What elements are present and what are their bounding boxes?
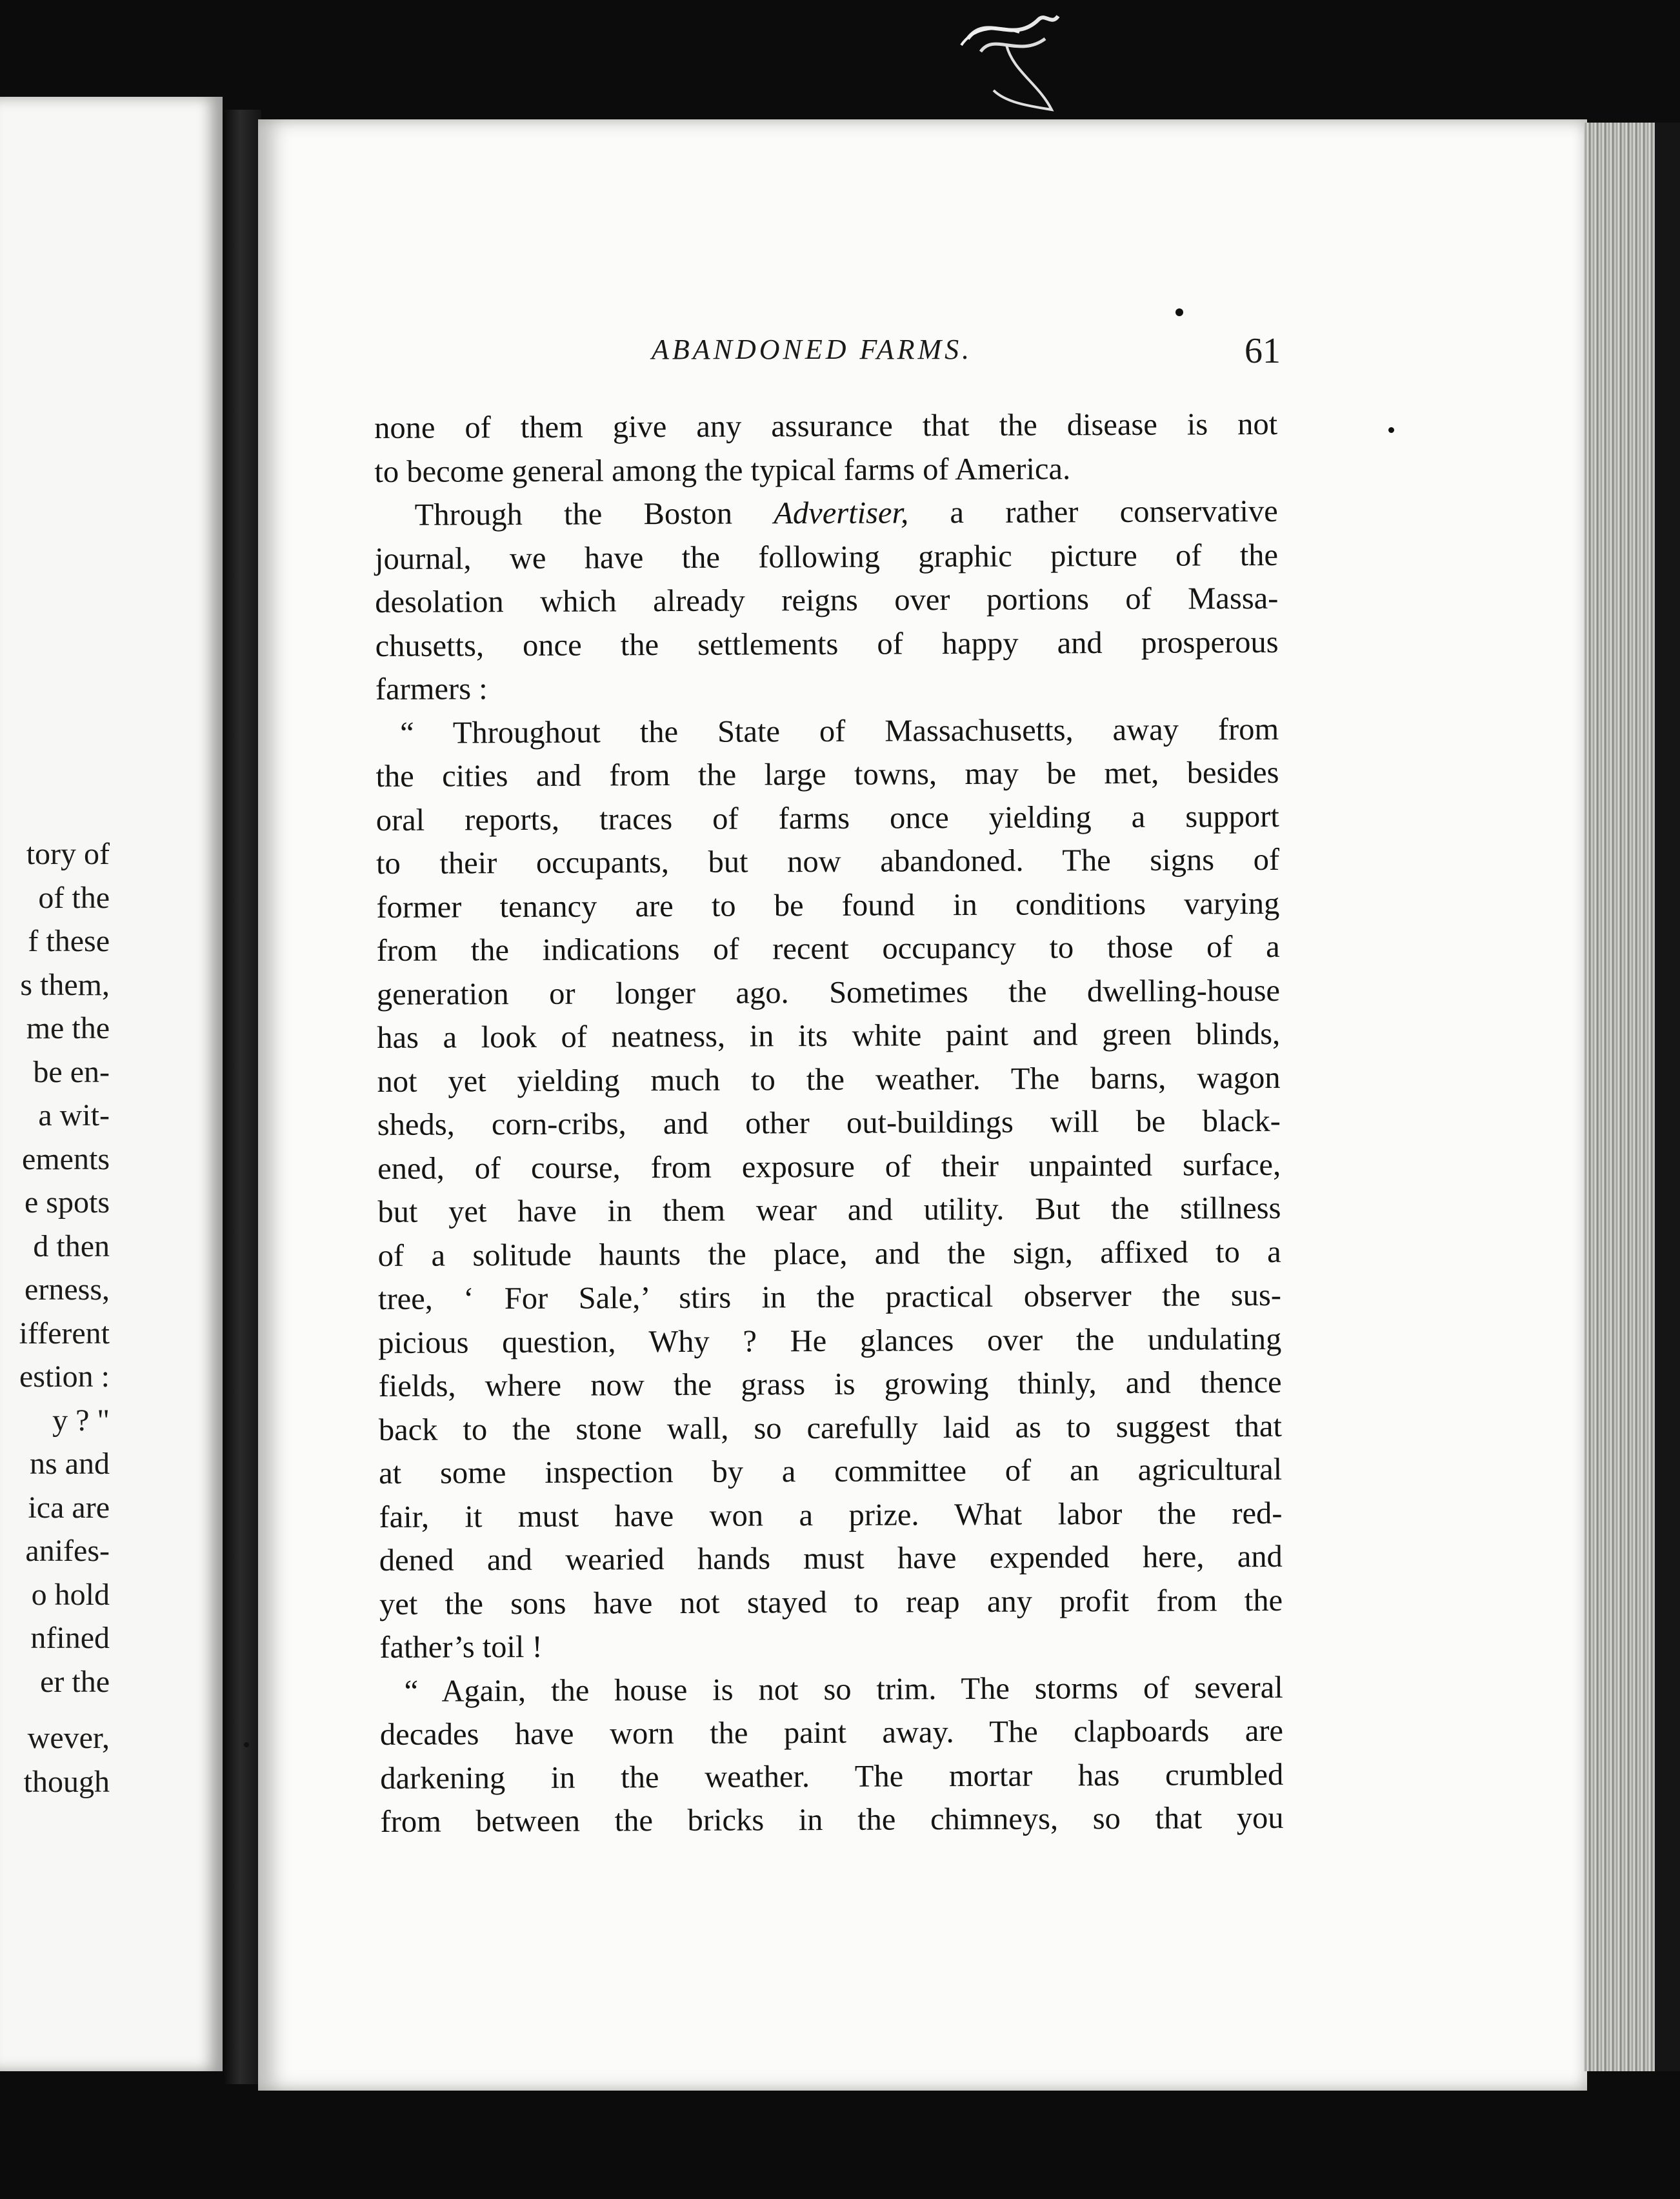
text-line: fields, where now the grass is growing thinly, and thence: [378, 1365, 1282, 1403]
text-line: journal, we have the following graphic picture of the: [374, 537, 1279, 576]
text-line: chusetts, once the settlements of happy and prosperous: [375, 625, 1279, 663]
left-page-line: tory of: [26, 837, 110, 871]
left-page-line: ements: [22, 1141, 110, 1176]
left-page-line: s them,: [20, 967, 110, 1002]
text-line: ened, of course, from exposure of their unpainted surface,: [377, 1147, 1281, 1186]
book-gutter: [223, 110, 261, 2084]
left-page-line: f these: [28, 924, 110, 958]
left-page-line: ica are: [28, 1490, 110, 1525]
left-page-line: nfined: [30, 1621, 110, 1655]
text-line: desolation which already reigns over portions of Massa-: [375, 581, 1279, 619]
left-page-line: of the: [38, 880, 110, 915]
left-page-line: though: [23, 1764, 110, 1799]
left-page-line: me the: [26, 1011, 110, 1045]
page-number: 61: [1245, 331, 1281, 371]
text-run: a rather conservative: [950, 494, 1278, 530]
edge-shadow: [1655, 123, 1680, 2071]
text-line: back to the stone wall, so carefully laid as to suggest that: [378, 1409, 1283, 1447]
page-edges: [1584, 123, 1655, 2071]
left-page-line: erness,: [25, 1272, 110, 1307]
left-page-line: ifferent: [19, 1316, 110, 1351]
text-line: picious question, Why ? He glances over the undulating: [378, 1321, 1282, 1360]
text-line: father’s toil !: [379, 1629, 543, 1665]
text-line: decades have worn the paint away. The clapboards are: [379, 1713, 1284, 1752]
text-line: dened and wearied hands must have expended here, and: [379, 1539, 1283, 1578]
left-page-line: ns and: [30, 1447, 110, 1481]
text-line: to their occupants, but now abandoned. The signs of: [375, 842, 1280, 881]
text-line: fair, it must have won a prize. What labor the red-: [379, 1496, 1283, 1534]
thread-fibre-icon: [942, 0, 1071, 123]
left-page-line: [0, 1703, 110, 1716]
text-line: the cities and from the large towns, may be met, besides: [375, 755, 1279, 794]
left-page-line: a wit-: [38, 1098, 110, 1132]
text-line: from the indications of recent occupancy to those of a: [376, 929, 1280, 968]
quoted-paragraph-2: [380, 1665, 1284, 1843]
text-line: from between the bricks in the chimneys, so that you: [380, 1800, 1284, 1839]
left-page-line: be en-: [33, 1054, 110, 1089]
text-line: has a look of neatness, in its white paint and green blinds,: [377, 1016, 1281, 1055]
text-line: farmers :: [375, 672, 488, 707]
left-page-line: d then: [33, 1229, 110, 1263]
text-line: none of them give any assurance that the disease is not: [374, 407, 1278, 445]
text-line: “ Again, the house is not so trim. The storms of several: [404, 1670, 1283, 1709]
text-line: yet the sons have not stayed to reap any profit from the: [379, 1583, 1283, 1622]
left-page-line: anifes-: [25, 1534, 110, 1568]
text-line: of a solitude haunts the place, and the sign, affixed to a: [377, 1234, 1281, 1273]
ink-speck: [1175, 308, 1183, 316]
text-line: former tenancy are to be found in conditions varying: [376, 886, 1280, 925]
text-line: darkening in the weather. The mortar has crumbled: [380, 1757, 1284, 1796]
left-page-line: o hold: [31, 1577, 110, 1612]
ink-speck: [244, 1742, 249, 1747]
left-page-line: e spots: [25, 1185, 110, 1220]
text-line: at some inspection by a committee of an agricultural: [379, 1452, 1283, 1491]
text-line: [375, 490, 1278, 537]
text-run: Through the Boston: [414, 496, 733, 532]
left-page-text-fragment: [0, 832, 110, 1803]
text-line: not yet yielding much to the weather. The barns, wagon: [377, 1060, 1281, 1099]
text-line: “ Throughout the State of Massachusetts, away from: [400, 712, 1279, 750]
quoted-paragraph-1: [375, 707, 1283, 1669]
text-line: generation or longer ago. Sometimes the dwelling-house: [376, 973, 1281, 1012]
left-page-line: wever,: [27, 1721, 110, 1755]
left-page-line: y ? ": [52, 1403, 110, 1438]
page-body: [374, 403, 1284, 1844]
left-page-line: estion :: [19, 1360, 110, 1394]
newspaper-title: Advertiser,: [774, 496, 909, 531]
text-line: oral reports, traces of farms once yielding a support: [375, 799, 1279, 838]
left-page-line: er the: [40, 1664, 110, 1699]
text-line: to become general among the typical farms of America.: [374, 451, 1071, 489]
text-line: tree, ‘ For Sale,’ stirs in the practical observer the sus-: [377, 1278, 1282, 1316]
text-line: but yet have in them wear and utility. But the stillness: [377, 1190, 1281, 1229]
ink-speck: [1388, 427, 1394, 433]
text-line: sheds, corn-cribs, and other out-buildings will be black-: [377, 1103, 1281, 1142]
running-head: ABANDONED FARMS.: [652, 334, 973, 365]
running-header: [381, 330, 1281, 376]
